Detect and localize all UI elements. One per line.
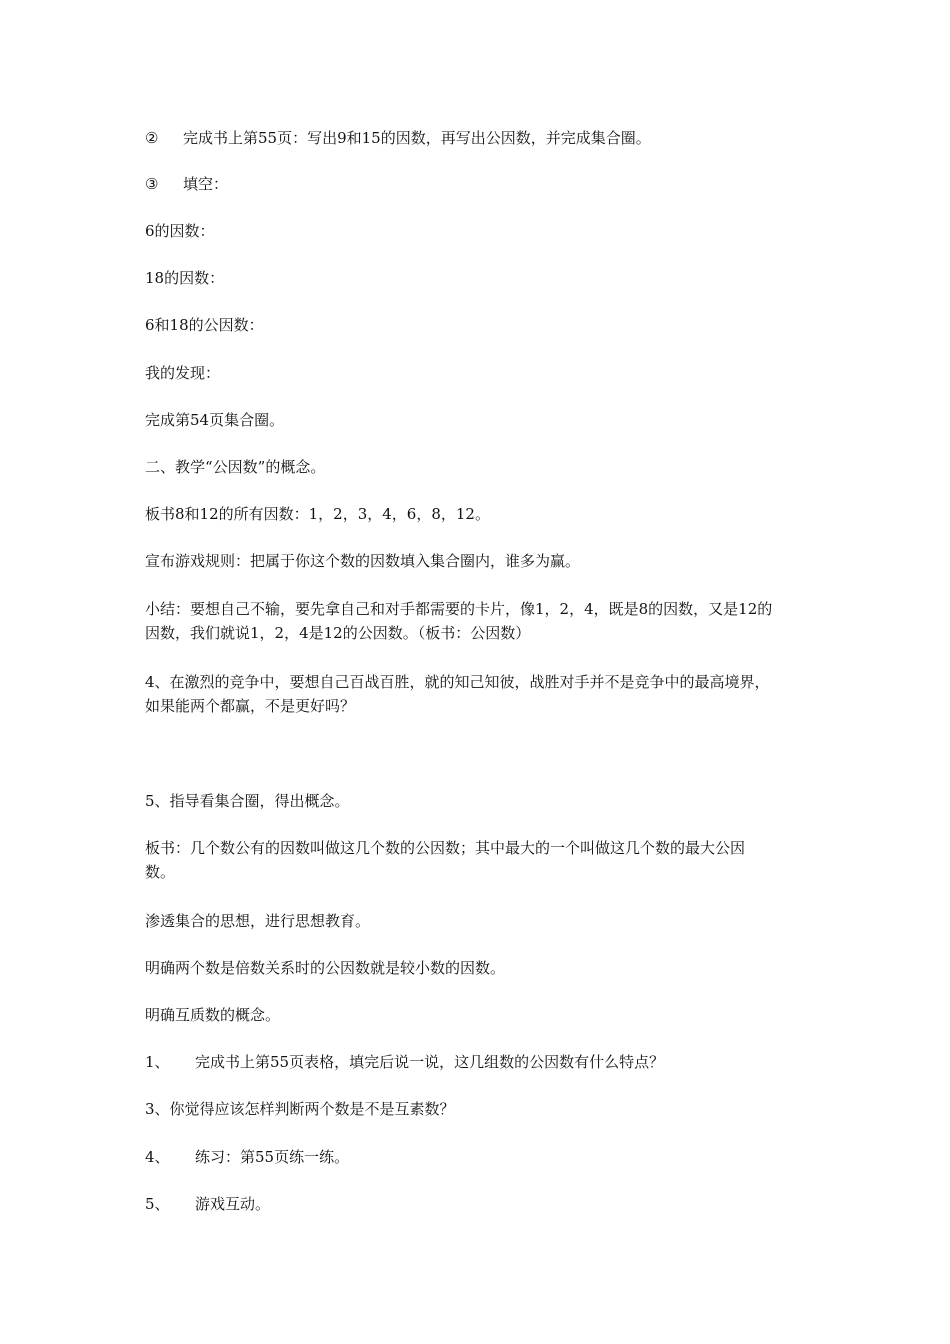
- game-rules-line: 宣布游戏规则：把属于你这个数的因数填入集合圈内，谁多为赢。: [145, 552, 581, 570]
- summary-line-2: 因数，我们就说1，2，4是12的公因数。（板书：公因数）: [145, 624, 531, 642]
- item-3-marker: ③: [145, 175, 159, 193]
- board-definition-line-1: 板书：几个数公有的因数叫做这几个数的公因数；其中最大的一个叫做这几个数的最大公因: [145, 839, 746, 857]
- list-item-3: 3、你觉得应该怎样判断两个数是不是互素数？: [145, 1100, 455, 1118]
- multiple-relation-line: 明确两个数是倍数关系时的公因数就是较小数的因数。: [145, 959, 506, 977]
- paragraph-4-line-1: 4、在激烈的竞争中，要想自己百战百胜，就的知己知彼，战胜对手并不是竞争中的最高境界，: [145, 673, 770, 691]
- board-definition-line-2: 数。: [145, 863, 176, 881]
- paragraph-4: [145, 670, 815, 718]
- list-item-4-marker: 4、: [145, 1148, 170, 1166]
- item-3-text: 填空：: [183, 175, 229, 193]
- discovery-line: 我的发现：: [145, 364, 221, 382]
- paragraph-5: 5、指导看集合圈，得出概念。: [145, 792, 350, 810]
- list-item-5: [145, 1192, 815, 1216]
- paragraph-4-line-2: 如果能两个都赢，不是更好吗？: [145, 697, 356, 715]
- item-2-marker: ②: [145, 129, 159, 147]
- list-item-5-text: 游戏互动。: [195, 1195, 271, 1213]
- list-item-4: [145, 1145, 815, 1169]
- list-item-1: [145, 1050, 815, 1074]
- summary-paragraph: [145, 597, 815, 645]
- factors-of-18-line: 18的因数：: [145, 269, 225, 287]
- list-item-4-text: 练习：第55页练一练。: [195, 1148, 350, 1166]
- complete-page-54-line: 完成第54页集合圈。: [145, 411, 285, 429]
- item-3: [145, 172, 815, 196]
- section-2-heading: 二、教学“公因数”的概念。: [145, 458, 326, 476]
- list-item-5-marker: 5、: [145, 1195, 170, 1213]
- sets-idea-line: 渗透集合的思想，进行思想教育。: [145, 912, 371, 930]
- item-2-text: 完成书上第55页：写出9和15的因数，再写出公因数，并完成集合圈。: [183, 129, 651, 147]
- common-factors-line: 6和18的公因数：: [145, 316, 264, 334]
- summary-line-1: 小结：要想自己不输，要先拿自己和对手都需要的卡片，像1，2，4，既是8的因数，又是12的: [145, 600, 773, 618]
- board-factors-line: 板书8和12的所有因数：1，2，3，4，6，8，12。: [145, 505, 490, 523]
- list-item-1-text: 完成书上第55页表格，填完后说一说，这几组数的公因数有什么特点？: [195, 1053, 665, 1071]
- board-definition-paragraph: [145, 836, 815, 884]
- coprime-line: 明确互质数的概念。: [145, 1006, 281, 1024]
- item-2: [145, 126, 815, 150]
- factors-of-6-line: 6的因数：: [145, 222, 215, 240]
- list-item-1-marker: 1、: [145, 1053, 170, 1071]
